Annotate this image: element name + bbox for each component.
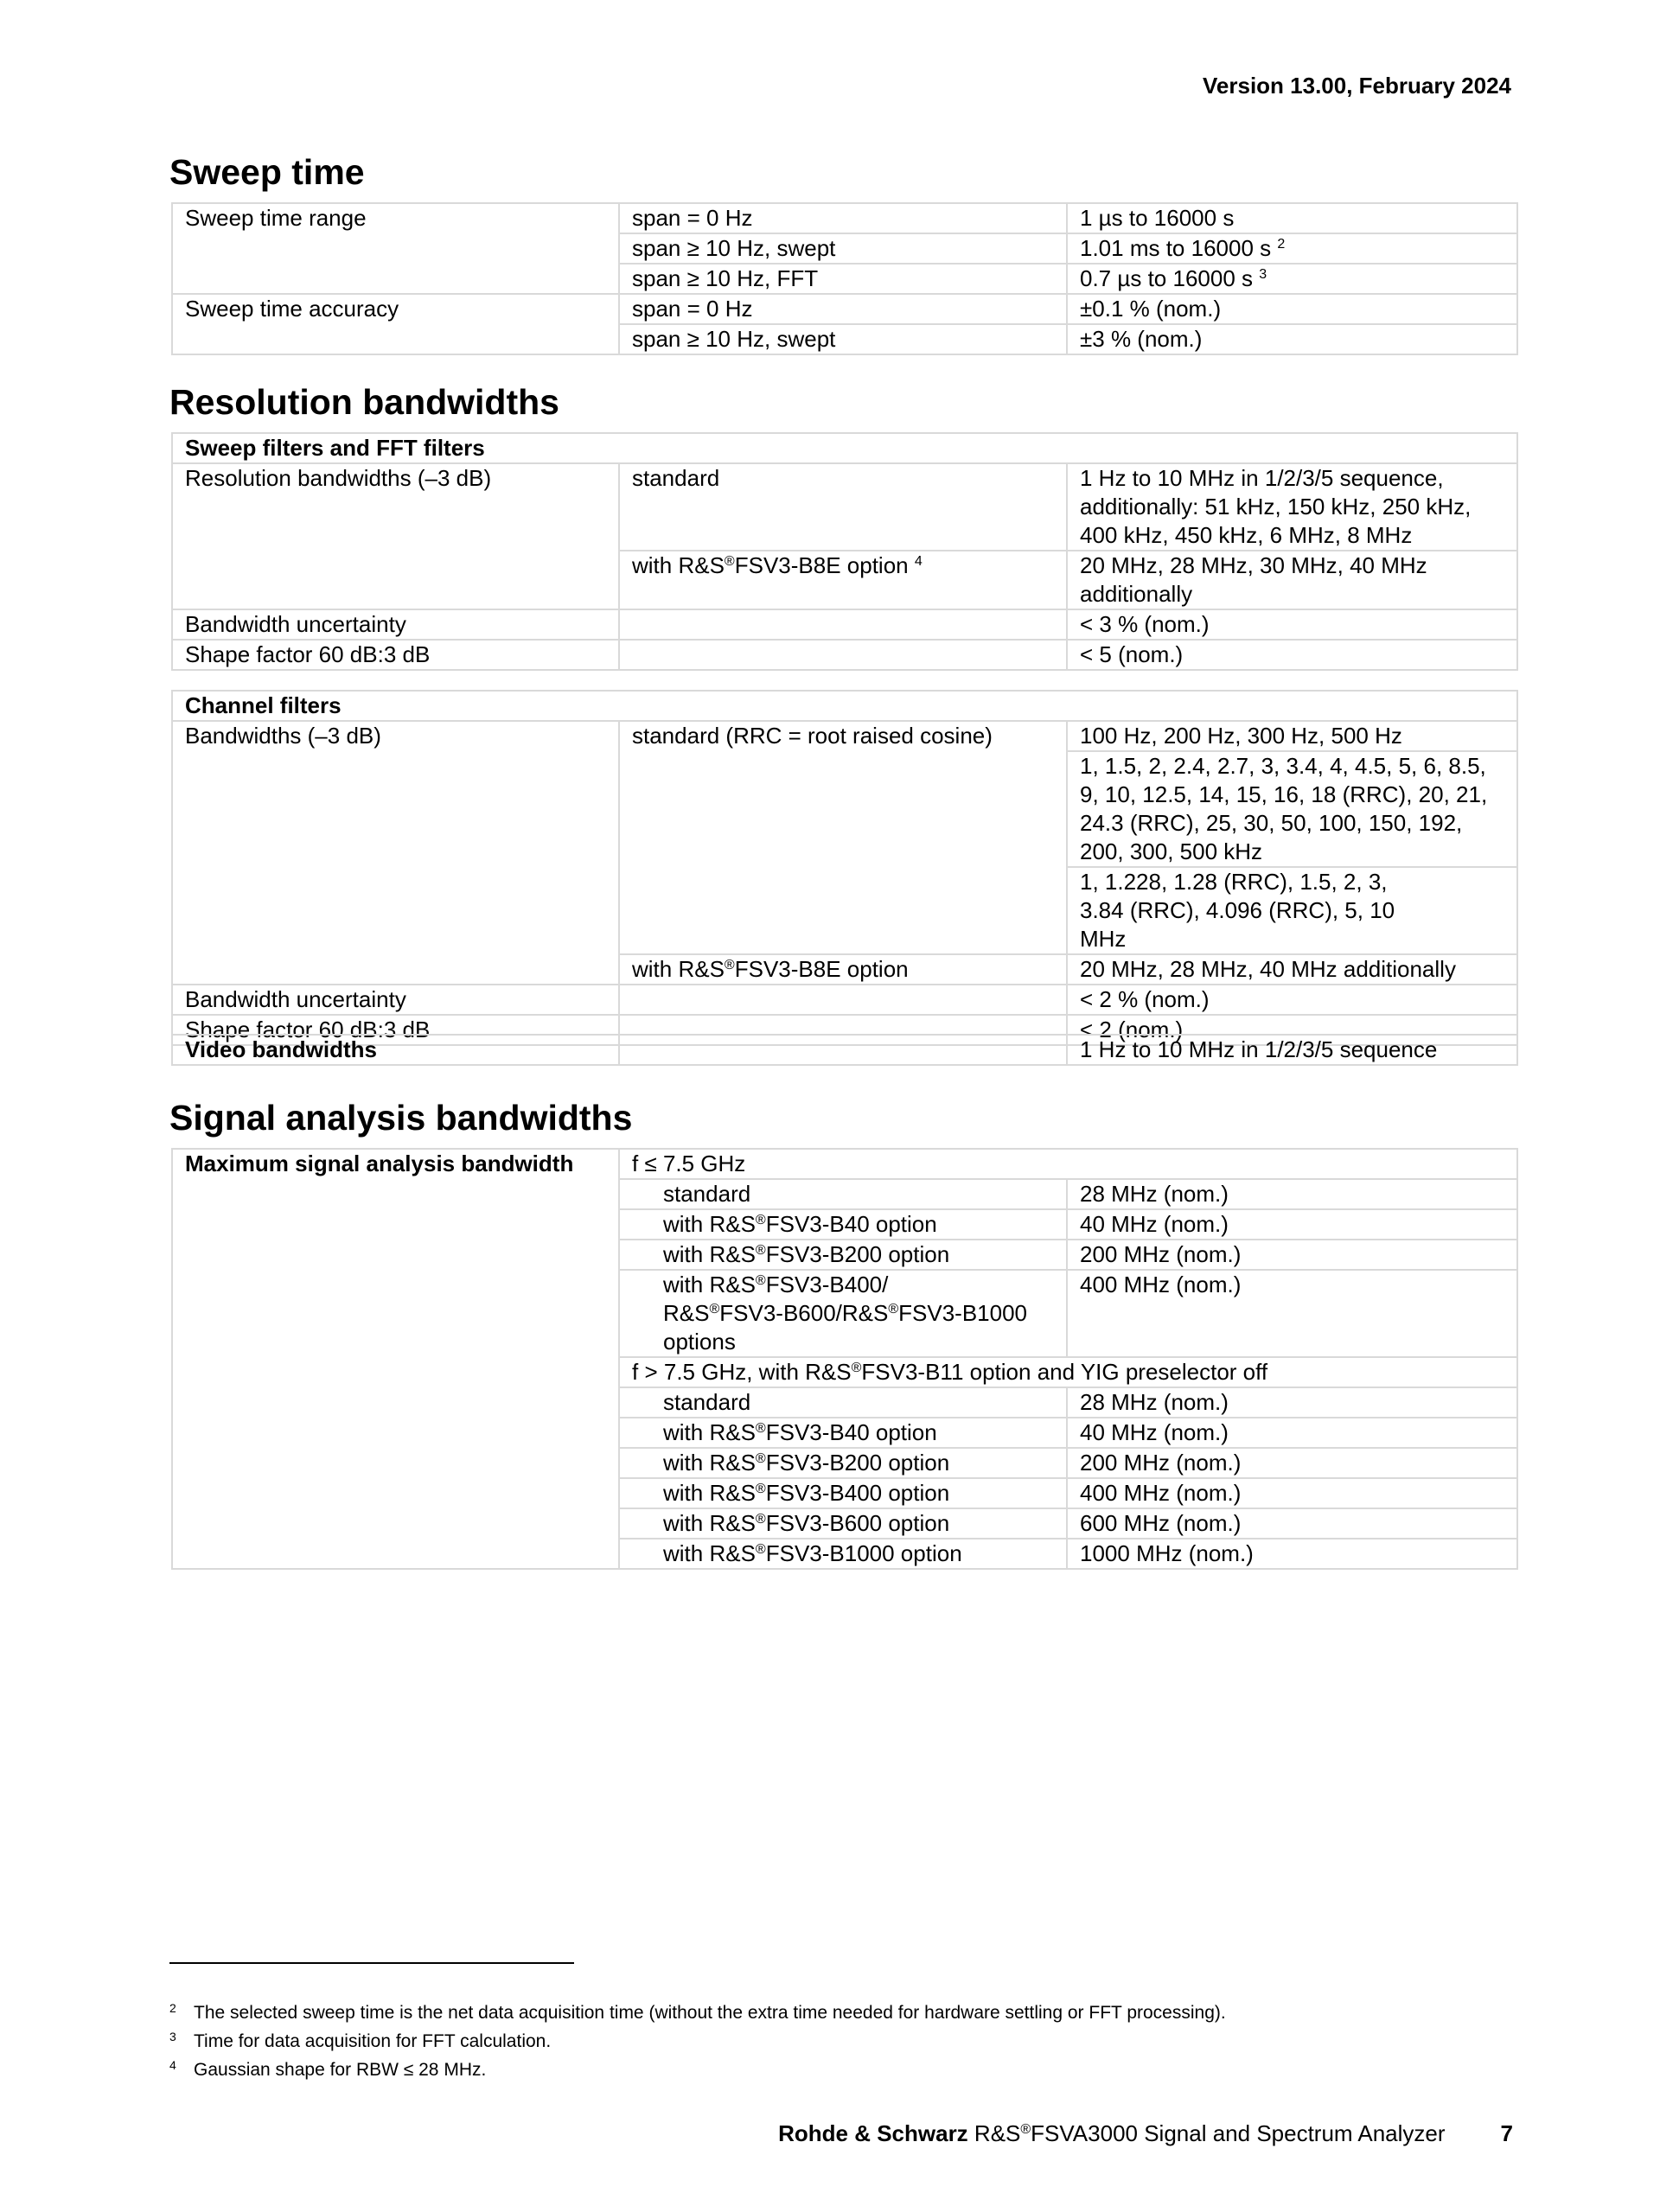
value-cell — [1067, 264, 1517, 294]
registered-mark: ® — [755, 1482, 766, 1496]
condition-cell: span ≥ 10 Hz, swept — [619, 233, 1067, 264]
value-cell: ±3 % (nom.) — [1067, 324, 1517, 354]
sweep-time-table — [171, 202, 1518, 355]
video-bandwidths-table — [171, 1034, 1518, 1066]
condition-cell — [619, 1418, 1067, 1448]
condition-cell: span ≥ 10 Hz, FFT — [619, 264, 1067, 294]
condition-cell: standard — [619, 1179, 1067, 1209]
value-cell: < 2 % (nom.) — [1067, 985, 1517, 1015]
option-line — [663, 1299, 1054, 1328]
option-text: FSV3-B600/R&S — [719, 1300, 889, 1326]
footnote-text: The selected sweep time is the net data acquisition time (without the extra time needed for hardware settling or FFT processing). — [194, 2003, 1226, 2023]
condition-cell: span = 0 Hz — [619, 294, 1067, 324]
value-cell: 40 MHz (nom.) — [1067, 1209, 1517, 1240]
condition-cell — [619, 1478, 1067, 1508]
row-label: Shape factor 60 dB:3 dB — [172, 640, 619, 670]
condition-cell — [619, 985, 1067, 1015]
value-cell: 400 MHz (nom.) — [1067, 1270, 1517, 1357]
registered-mark: ® — [755, 1243, 766, 1258]
option-text: FSV3-B8E option — [734, 552, 909, 578]
option-text: FSV3-B200 option — [765, 1241, 950, 1267]
condition-cell: standard (RRC = root raised cosine) — [619, 721, 1067, 954]
condition-cell: standard — [619, 463, 1067, 551]
option-text: with R&S — [663, 1211, 756, 1237]
registered-mark: ® — [755, 1542, 766, 1557]
value-cell: 28 MHz (nom.) — [1067, 1179, 1517, 1209]
row-label: Video bandwidths — [172, 1035, 619, 1065]
value-cell: 1 Hz to 10 MHz in 1/2/3/5 sequence — [1067, 1035, 1517, 1065]
table-row — [172, 463, 1517, 551]
footer-brand: Rohde & Schwarz — [778, 2120, 968, 2146]
condition-cell — [619, 954, 1067, 985]
row-label: Shape factor 60 dB:3 dB — [172, 1015, 619, 1045]
channel-filters-table — [171, 690, 1518, 1046]
footnote-ref: 4 — [914, 554, 923, 569]
value-cell: 1, 1.5, 2, 2.4, 2.7, 3, 3.4, 4, 4.5, 5, 6, 8.5, 9, 10, 12.5, 14, 15, 16, 18 (RRC), 20, 21, 24.3 (RRC), 25, 30, 50, 100, 150, 192, 200, 300, 500 kHz — [1067, 751, 1517, 867]
row-label: Sweep time accuracy — [172, 294, 619, 354]
table-row — [172, 609, 1517, 640]
option-text: with R&S — [663, 1540, 756, 1566]
registered-mark: ® — [724, 958, 735, 972]
value-text: 1.01 ms to 16000 s — [1080, 235, 1272, 261]
option-text: with R&S — [663, 1450, 756, 1476]
table-row — [172, 640, 1517, 670]
table-row — [172, 203, 1517, 233]
condition-cell — [619, 1539, 1067, 1569]
row-label: Sweep time range — [172, 203, 619, 294]
option-text: with R&S — [663, 1241, 756, 1267]
option-text: with R&S — [632, 956, 725, 982]
value-cell: 28 MHz (nom.) — [1067, 1387, 1517, 1418]
value-cell: 600 MHz (nom.) — [1067, 1508, 1517, 1539]
condition-text: FSV3-B11 option and YIG preselector off — [861, 1359, 1268, 1385]
condition-cell — [619, 640, 1067, 670]
registered-mark: ® — [755, 1512, 766, 1527]
condition-cell: span = 0 Hz — [619, 203, 1067, 233]
footnote-number: 3 — [169, 2030, 176, 2043]
value-cell: 1, 1.228, 1.28 (RRC), 1.5, 2, 3, 3.84 (RRC), 4.096 (RRC), 5, 10 MHz — [1067, 867, 1517, 954]
registered-mark: ® — [755, 1451, 766, 1466]
value-cell: ±0.1 % (nom.) — [1067, 294, 1517, 324]
row-label: Resolution bandwidths (–3 dB) — [172, 463, 619, 609]
signal-analysis-table — [171, 1148, 1518, 1570]
table-row — [172, 1149, 1517, 1179]
condition-cell: span ≥ 10 Hz, swept — [619, 324, 1067, 354]
footnote-ref: 3 — [1259, 267, 1267, 282]
condition-cell: standard — [619, 1387, 1067, 1418]
registered-mark: ® — [755, 1421, 766, 1436]
value-cell: 200 MHz (nom.) — [1067, 1448, 1517, 1478]
footer-product: FSVA3000 Signal and Spectrum Analyzer — [1031, 2120, 1446, 2146]
condition-cell — [619, 551, 1067, 609]
value-cell: < 3 % (nom.) — [1067, 609, 1517, 640]
value-cell: 40 MHz (nom.) — [1067, 1418, 1517, 1448]
page-footer — [778, 2120, 1513, 2147]
footnote-text: Time for data acquisition for FFT calculation. — [194, 2031, 552, 2051]
condition-cell — [619, 1035, 1067, 1065]
option-text: FSV3-B1000 — [898, 1300, 1028, 1326]
option-text: FSV3-B1000 option — [765, 1540, 962, 1566]
footnote-number: 4 — [169, 2058, 176, 2072]
condition-cell — [619, 1508, 1067, 1539]
row-label: Maximum signal analysis bandwidth — [172, 1149, 619, 1569]
option-text: with R&S — [663, 1419, 756, 1445]
registered-mark: ® — [755, 1273, 766, 1288]
footnote-number: 2 — [169, 2001, 176, 2015]
option-text: with R&S — [663, 1510, 756, 1536]
option-text: FSV3-B400/ — [765, 1272, 889, 1297]
value-cell: < 2 (nom.) — [1067, 1015, 1517, 1045]
section-title-resolution-bandwidths: Resolution bandwidths — [169, 382, 559, 422]
row-label: Bandwidth uncertainty — [172, 609, 619, 640]
footnote-divider — [169, 1962, 574, 1964]
condition-heading: f ≤ 7.5 GHz — [619, 1149, 1517, 1179]
page-number: 7 — [1500, 2120, 1513, 2146]
table-row — [172, 1035, 1517, 1065]
value-cell: 1 Hz to 10 MHz in 1/2/3/5 sequence, additionally: 51 kHz, 150 kHz, 250 kHz, 400 kHz, 450 kHz, 6 MHz, 8 MHz — [1067, 463, 1517, 551]
footnote-text: Gaussian shape for RBW ≤ 28 MHz. — [194, 2060, 487, 2080]
value-cell: 200 MHz (nom.) — [1067, 1240, 1517, 1270]
footnote — [169, 2054, 486, 2081]
table-row — [172, 721, 1517, 751]
footnote — [169, 1997, 1226, 2024]
condition-cell — [619, 609, 1067, 640]
option-text: with R&S — [663, 1480, 756, 1506]
value-cell: 20 MHz, 28 MHz, 40 MHz additionally — [1067, 954, 1517, 985]
option-text: FSV3-B40 option — [765, 1419, 937, 1445]
option-line: options — [663, 1329, 736, 1355]
condition-cell — [619, 1240, 1067, 1270]
registered-mark: ® — [755, 1213, 766, 1227]
condition-cell — [619, 1448, 1067, 1478]
value-cell — [1067, 233, 1517, 264]
condition-cell — [619, 1209, 1067, 1240]
registered-mark: ® — [851, 1361, 862, 1375]
table-heading: Channel filters — [172, 691, 1517, 721]
sweep-fft-filters-table — [171, 432, 1518, 671]
registered-mark: ® — [1020, 2122, 1031, 2137]
section-title-sweep-time: Sweep time — [169, 152, 365, 192]
value-cell: 1000 MHz (nom.) — [1067, 1539, 1517, 1569]
registered-mark: ® — [709, 1302, 720, 1316]
row-label: Bandwidths (–3 dB) — [172, 721, 619, 985]
value-cell: 400 MHz (nom.) — [1067, 1478, 1517, 1508]
option-text: with R&S — [663, 1272, 756, 1297]
option-text: FSV3-B40 option — [765, 1211, 937, 1237]
value-cell: < 5 (nom.) — [1067, 640, 1517, 670]
option-text: with R&S — [632, 552, 725, 578]
option-text: FSV3-B200 option — [765, 1450, 950, 1476]
section-title-signal-analysis: Signal analysis bandwidths — [169, 1098, 633, 1138]
condition-heading — [619, 1357, 1517, 1387]
option-text: FSV3-B600 option — [765, 1510, 950, 1536]
table-heading: Sweep filters and FFT filters — [172, 433, 1517, 463]
table-row — [172, 294, 1517, 324]
option-text: R&S — [663, 1300, 710, 1326]
table-row — [172, 985, 1517, 1015]
condition-text: f > 7.5 GHz, with R&S — [632, 1359, 852, 1385]
value-cell: 100 Hz, 200 Hz, 300 Hz, 500 Hz — [1067, 721, 1517, 751]
registered-mark: ® — [724, 554, 735, 569]
value-cell: 1 µs to 16000 s — [1067, 203, 1517, 233]
value-text: 0.7 µs to 16000 s — [1080, 265, 1254, 291]
version-header: Version 13.00, February 2024 — [1203, 73, 1511, 99]
row-label: Bandwidth uncertainty — [172, 985, 619, 1015]
option-line — [663, 1271, 1054, 1299]
value-cell: 20 MHz, 28 MHz, 30 MHz, 40 MHz additionally — [1067, 551, 1517, 609]
footnote-ref: 2 — [1277, 237, 1286, 252]
table-row — [172, 433, 1517, 463]
footnote — [169, 2025, 551, 2053]
registered-mark: ® — [888, 1302, 899, 1316]
footer-product: R&S — [967, 2120, 1021, 2146]
option-text: FSV3-B400 option — [765, 1480, 950, 1506]
condition-cell — [619, 1270, 1067, 1357]
table-row — [172, 691, 1517, 721]
option-text: FSV3-B8E option — [734, 956, 909, 982]
